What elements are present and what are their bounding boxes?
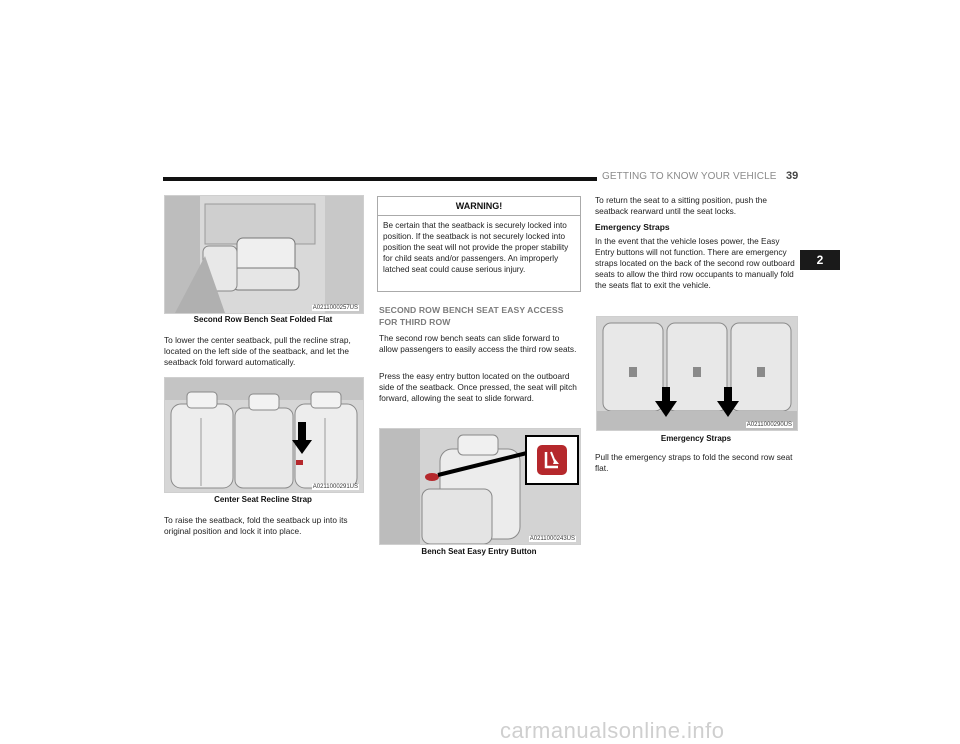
warning-text: Be certain that the seatback is securely locked into position. If the seatback is not securely locked into position the seat will not provide the proper stability for child seats and/or passengers. An improperly latched seat could cause serious injury. — [383, 221, 569, 274]
figure-center-recline-strap — [164, 377, 364, 493]
section-heading: SECOND ROW BENCH SEAT EASY ACCESS FOR THIRD ROW — [379, 305, 564, 327]
figure-emergency-straps — [596, 316, 798, 431]
figure-caption: Second Row Bench Seat Folded Flat — [193, 315, 333, 324]
figure-caption: Emergency Straps — [660, 434, 732, 443]
figure-easy-entry-button — [379, 428, 581, 545]
easy-entry-button-icon — [527, 437, 577, 483]
figure-caption: Center Seat Recline Strap — [214, 495, 312, 504]
seat-backs-illustration — [597, 317, 797, 430]
paragraph: To raise the seatback, fold the seatback up into its original position and lock it into place. — [164, 515, 348, 536]
figure-code: A0211000291US — [312, 484, 358, 490]
figure-code: A0211000257US — [312, 305, 358, 311]
button-callout — [525, 435, 579, 485]
figure-code: A0211000243US — [529, 536, 575, 542]
warning-box — [377, 196, 581, 292]
seat-recline-arrow-icon — [292, 422, 312, 456]
paragraph: Press the easy entry button located on the outboard side of the seatback. Once pressed, the seat will pitch forward, allowing the seat to slide forward. — [379, 371, 577, 403]
running-header: GETTING TO KNOW YOUR VEHICLE — [602, 171, 777, 182]
emergency-strap-arrow-icon — [717, 387, 739, 417]
paragraph: Pull the emergency straps to fold the second row seat flat. — [595, 452, 793, 473]
header-rule — [163, 177, 597, 181]
paragraph: To lower the center seatback, pull the recline strap, located on the left side of the seatback, and let the seatback fold forward automatically. — [164, 335, 351, 367]
paragraph: The second row bench seats can slide forward to allow passengers to easily access the third row seats. — [379, 333, 577, 354]
emergency-strap-arrow-icon — [655, 387, 677, 417]
figure-code: A0211000290US — [746, 422, 792, 428]
figure-caption: Bench Seat Easy Entry Button — [421, 547, 537, 556]
paragraph: To return the seat to a sitting position, push the seatback rearward until the seat locks. — [595, 195, 768, 216]
figure-seat-folded-flat — [164, 195, 364, 314]
chapter-tab[interactable]: 2 — [800, 250, 840, 270]
seat-folded-illustration — [165, 196, 363, 313]
warning-title: WARNING! — [378, 197, 580, 216]
paragraph: In the event that the vehicle loses power, the Easy Entry buttons will not function. There are emergency straps located on the back of the second row outboard seats to allow the third row occupants to manually fold the seats flat to exit the vehicle. — [595, 236, 795, 290]
footer-watermark[interactable]: carmanualsonline.info — [500, 718, 725, 743]
subheading: Emergency Straps — [595, 222, 670, 232]
page-number: 39 — [786, 170, 799, 182]
center-seat-illustration — [165, 378, 363, 492]
